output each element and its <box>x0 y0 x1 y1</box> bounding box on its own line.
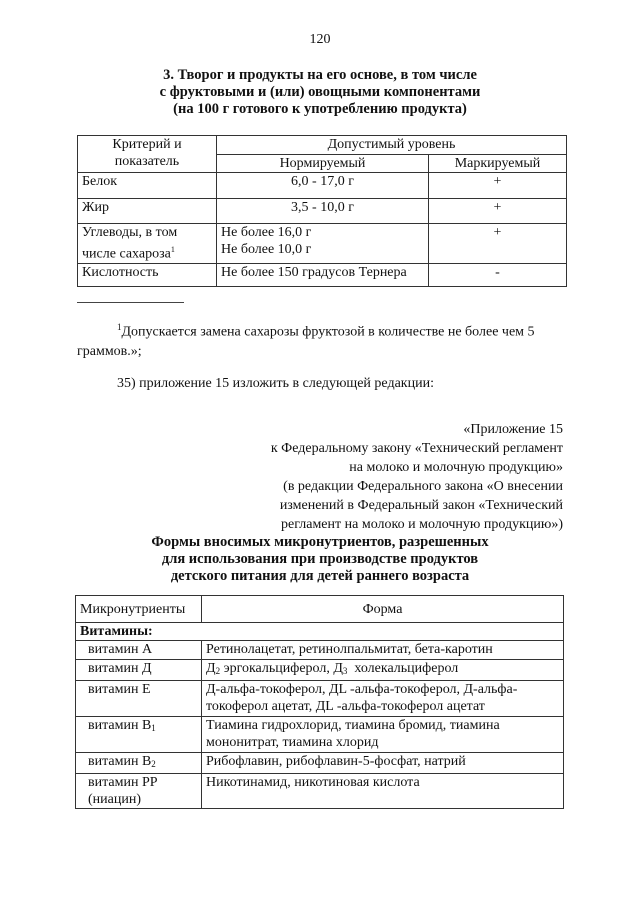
cell-nutrient: витамин Д <box>76 660 202 681</box>
cell-criterion <box>78 224 217 264</box>
cell-nutrient <box>76 753 202 774</box>
table-row <box>76 641 564 660</box>
table-row <box>76 717 564 753</box>
footnote-separator <box>77 302 184 303</box>
footnote-mark: 1 <box>117 322 122 332</box>
page-number: 120 <box>309 32 331 47</box>
header-micronutrients: Микронутриенты <box>76 596 202 623</box>
cell-criterion: Кислотность <box>78 263 217 286</box>
cell-form: Рибофлавин, рибофлавин-5-фосфат, натрий <box>202 753 564 774</box>
cell-nutrient <box>76 717 202 753</box>
cell-normalized: Не более 150 градусов Тернера <box>217 263 429 286</box>
micronutrients-title-line: для использования при производстве продуктов <box>161 551 479 567</box>
normalized-line: Не более 10,0 г <box>221 242 312 257</box>
section3-title <box>90 67 550 118</box>
form-text: эргокальциферол, Д <box>220 661 343 676</box>
cell-form: Д-альфа-токоферол, ДL -альфа-токоферол, Д-альфа-токоферол ацетат, ДL -альфа-токоферол ацетат <box>202 681 564 717</box>
cottage-cheese-table <box>77 135 567 287</box>
cell-form: Никотинамид, никотиновая кислота <box>202 774 564 809</box>
criterion-text: Углеводы, в том числе сахароза <box>82 225 178 262</box>
table-row <box>76 681 564 717</box>
cell-normalized: 6,0 - 17,0 г <box>217 173 429 199</box>
cell-normalized <box>217 224 429 264</box>
footnote-mark: 1 <box>170 245 175 254</box>
cell-labeled: + <box>429 173 567 199</box>
form-text: холекальциферол <box>347 661 459 676</box>
cell-labeled: + <box>429 224 567 264</box>
cell-criterion: Белок <box>78 173 217 199</box>
table-row <box>78 173 567 199</box>
section3-title-line: (на 100 г готового к употреблению продукта) <box>173 101 467 117</box>
appendix-line: на молоко и молочную продукцию» <box>349 460 563 475</box>
appendix-line: «Приложение 15 <box>463 422 563 437</box>
header-allowed-level: Допустимый уровень <box>217 136 567 155</box>
cell-criterion: Жир <box>78 199 217 224</box>
section3-title-line: 3. Творог и продукты на его основе, в том числе <box>163 67 477 83</box>
cell-form: Тиамина гидрохлорид, тиамина бромид, тиамина мононитрат, тиамина хлорид <box>202 717 564 753</box>
micronutrients-title <box>90 534 550 585</box>
cell-form <box>202 660 564 681</box>
appendix-line: регламент на молоко и молочную продукцию») <box>281 517 563 532</box>
cell-nutrient: витамин Е <box>76 681 202 717</box>
table-row <box>76 774 564 809</box>
micronutrients-title-line: Формы вносимых микронутриентов, разрешенных <box>151 534 489 550</box>
group-vitamins: Витамины: <box>76 623 564 641</box>
table-row <box>78 263 567 286</box>
cell-labeled: - <box>429 263 567 286</box>
table-row <box>76 660 564 681</box>
form-text: Д <box>206 661 216 676</box>
micronutrients-title-line: детского питания для детей раннего возраста <box>170 568 470 584</box>
nutrient-text: витамин В <box>88 718 152 733</box>
cell-normalized: 3,5 - 10,0 г <box>217 199 429 224</box>
nutrient-text: витамин В <box>88 754 152 769</box>
item-35: 35) приложение 15 изложить в следующей редакции: <box>117 376 434 391</box>
section3-title-line: с фруктовыми и (или) овощными компонентами <box>159 84 481 100</box>
header-labeled: Маркируемый <box>429 155 567 173</box>
appendix-line: к Федеральному закону «Технический регламент <box>270 441 563 456</box>
subscript: 2 <box>151 759 156 769</box>
subscript: 3 <box>342 666 348 676</box>
appendix-header <box>250 420 563 534</box>
normalized-line: Не более 16,0 г <box>221 225 312 240</box>
appendix-line: (в редакции Федерального закона «О внесении <box>283 479 563 494</box>
footnote-text: Допускается замена сахарозы фруктозой в количестве не более чем 5 граммов.»; <box>77 324 535 359</box>
table-row <box>78 199 567 224</box>
appendix-line: изменений в Федеральный закон «Технический <box>279 498 563 513</box>
cell-nutrient: витамин РР (ниацин) <box>76 774 202 809</box>
header-normalized: Нормируемый <box>217 155 429 173</box>
table-row <box>78 224 567 264</box>
header-criterion: Критерий и показатель <box>78 136 217 173</box>
cell-form: Ретинолацетат, ретинолпальмитат, бета-каротин <box>202 641 564 660</box>
subscript: 2 <box>215 666 221 676</box>
subscript: 1 <box>151 723 156 733</box>
table-row <box>76 753 564 774</box>
cell-labeled: + <box>429 199 567 224</box>
header-form: Форма <box>202 596 564 623</box>
cell-nutrient: витамин А <box>76 641 202 660</box>
footnote <box>77 318 567 361</box>
micronutrients-table <box>75 595 564 809</box>
